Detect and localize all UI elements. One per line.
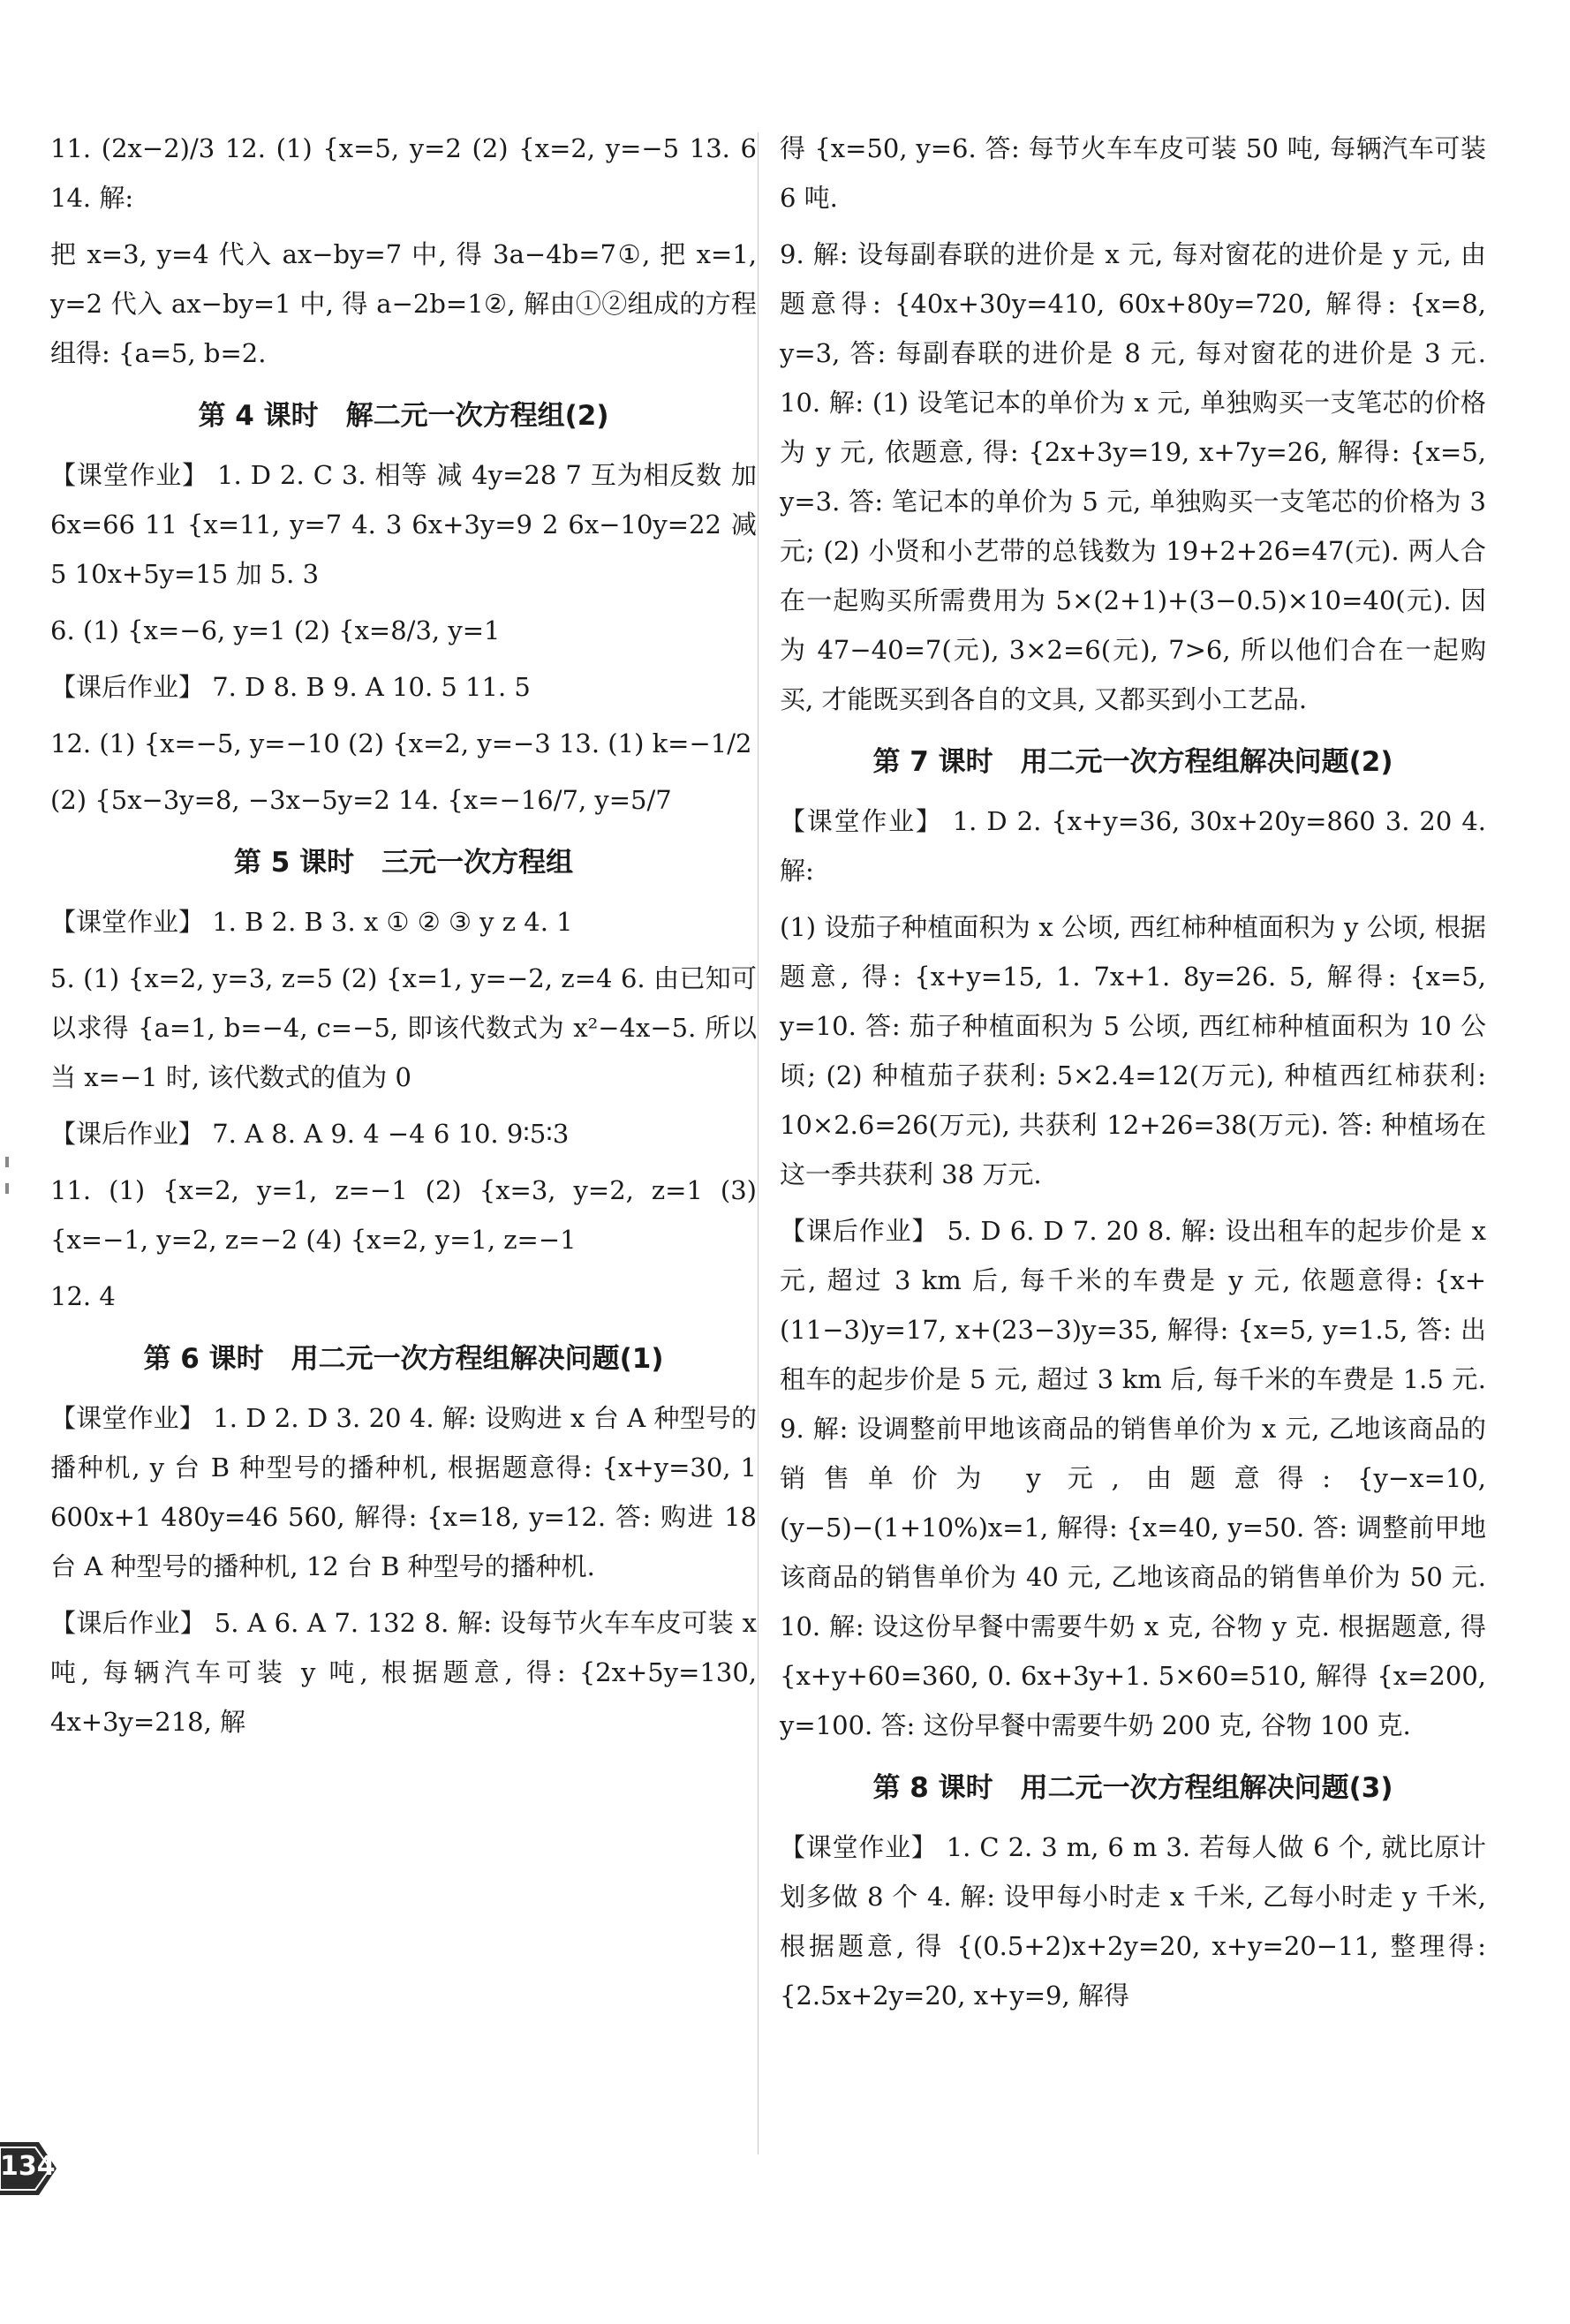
answer-paragraph: 6. (1) {x=−6, y=1 (2) {x=8/3, y=1 [50,615,501,645]
answer-paragraph: (2) {5x−3y=8, −3x−5y=2 14. {x=−16/7, y=5/7 [50,785,672,815]
section-title: 第 6 课时 用二元一次方程组解决问题(1) [143,1343,664,1375]
right-column [780,124,1486,2027]
answer-paragraph: 【课堂作业】 1. D 2. C 3. 相等 减 4y=28 7 互为相反数 加 6x=66 11 {x=11, y=7 4. 3 6x+3y=9 2 6x−10y=22 减 5 10x+5y=15 加 5. 3 [50,460,757,589]
page-number: 134 [0,2151,56,2182]
answer-paragraph: 把 x=3, y=4 代入 ax−by=7 中, 得 3a−4b=7①, 把 x=1, y=2 代入 ax−by=1 中, 得 a−2b=1②, 解由①②组成的方程组得: {a=5, b=2. [50,239,757,368]
answer-paragraph: 【课堂作业】 1. C 2. 3 m, 6 m 3. 若每人做 6 个, 就比原计划多做 8 个 4. 解: 设甲每小时走 x 千米, 乙每小时走 y 千米, 根据题意, 得 {(0.5+2)x+2y=20, x+y=20−11, 整理得: {2.5x+2y=20, x+y=9, 解得 [780,1832,1486,2011]
answer-paragraph: 得 {x=50, y=6. 答: 每节火车车皮可装 50 吨, 每辆汽车可装 6 吨. [780,133,1486,213]
section-title: 第 4 课时 解二元一次方程组(2) [198,400,609,432]
answer-paragraph: 【课后作业】 7. D 8. B 9. A 10. 5 11. 5 [50,672,531,702]
answer-paragraph: 5. (1) {x=2, y=3, z=5 (2) {x=1, y=−2, z=4 6. 由已知可以求得 {a=1, b=−4, c=−5, 即该代数式为 x²−4x−5. 所以当 x=−1 时, 该代数式的值为 0 [50,963,757,1092]
answer-paragraph: 9. 解: 设每副春联的进价是 x 元, 每对窗花的进价是 y 元, 由题意得: {40x+30y=410, 60x+80y=720, 解得: {x=8, y=3, 答: 每副春联的进价是 8 元, 每对窗花的进价是 3 元. 10. 解: (1) 设笔记本的单价为 x 元, 单独购买一支笔芯的价格为 y 元, 依题意, 得: {2x+3y=19, x+7y=26, 解得: {x=5, y=3. 答: 笔记本的单价为 5 元, 单独购买一支笔芯的价格为 3 元; (2) 小贤和小艺带的总钱数为 19+2+26=47(元). 两人合在一起购买所需费用为 5×(2+1)+(3−0.5)×10=40(元). 因为 47−40=7(元), 3×2=6(元), 7>6, 所以他们合在一起购买, 才能既买到各自的文具, 又都买到小工艺品. [780,239,1486,714]
answer-paragraph: 【课堂作业】 1. B 2. B 3. x ① ② ③ y z 4. 1 [50,907,573,937]
answer-paragraph: 12. 4 [50,1281,116,1311]
section-title: 第 7 课时 用二元一次方程组解决问题(2) [872,746,1393,778]
answer-paragraph: 11. (1) {x=2, y=1, z=−1 (2) {x=3, y=2, z=1 (3) {x=−1, y=2, z=−2 (4) {x=2, y=1, z=−1 [50,1175,757,1255]
answer-paragraph: 【课后作业】 5. A 6. A 7. 132 8. 解: 设每节火车车皮可装 x 吨, 每辆汽车可装 y 吨, 根据题意, 得: {2x+5y=130, 4x+3y=218, 解 [50,1608,757,1737]
binding-mark [5,1157,9,1167]
binding-mark [5,1183,9,1194]
answer-paragraph: 【课堂作业】 1. D 2. D 3. 20 4. 解: 设购进 x 台 A 种型号的播种机, y 台 B 种型号的播种机, 根据题意得: {x+y=30, 1 600x+1 480y=46 560, 解得: {x=18, y=12. 答: 购进 18 台 A 种型号的播种机, 12 台 B 种型号的播种机. [50,1403,757,1581]
answer-paragraph: 【课后作业】 7. A 8. A 9. 4 −4 6 10. 9∶5∶3 [50,1119,570,1149]
column-divider [758,132,759,2154]
answer-paragraph: 12. (1) {x=−5, y=−10 (2) {x=2, y=−3 13. (1) k=−1/2 [50,728,752,758]
answer-paragraph: (1) 设茄子种植面积为 x 公顷, 西红柿种植面积为 y 公顷, 根据题意, 得: {x+y=15, 1. 7x+1. 8y=26. 5, 解得: {x=5, y=10. 答: 茄子种植面积为 5 公顷, 西红柿种植面积为 10 公顷; (2) 种植茄子获利: 5×2.4=12(万元), 种植西红柿获利: 10×2.6=26(万元), 共获利 12+26=38(万元). 答: 种植场在这一季共获利 38 万元. [780,912,1486,1189]
answer-paragraph: 【课堂作业】 1. D 2. {x+y=36, 30x+20y=860 3. 20 4. 解: [780,806,1486,886]
section-title: 第 5 课时 三元一次方程组 [233,847,574,879]
answer-paragraph: 【课后作业】 5. D 6. D 7. 20 8. 解: 设出租车的起步价是 x 元, 超过 3 km 后, 每千米的车费是 y 元, 依题意得: {x+(11−3)y=17, x+(23−3)y=35, 解得: {x=5, y=1.5, 答: 出租车的起步价是 5 元, 超过 3 km 后, 每千米的车费是 1.5 元. 9. 解: 设调整前甲地该商品的销售单价为 x 元, 乙地该商品的销售单价为 y 元, 由题意得: {y−x=10, (y−5)−(1+10%)x=1, 解得: {x=40, y=50. 答: 调整前甲地该商品的销售单价为 40 元, 乙地该商品的销售单价为 50 元. 10. 解: 设这份早餐中需要牛奶 x 克, 谷物 y 克. 根据题意, 得 {x+y+60=360, 0. 6x+3y+1. 5×60=510, 解得 {x=200, y=100. 答: 这份早餐中需要牛奶 200 克, 谷物 100 克. [780,1216,1486,1740]
section-title: 第 8 课时 用二元一次方程组解决问题(3) [872,1772,1393,1804]
answer-paragraph: 11. (2x−2)/3 12. (1) {x=5, y=2 (2) {x=2, y=−5 13. 6 14. 解: [50,133,757,213]
left-column [50,124,757,1754]
